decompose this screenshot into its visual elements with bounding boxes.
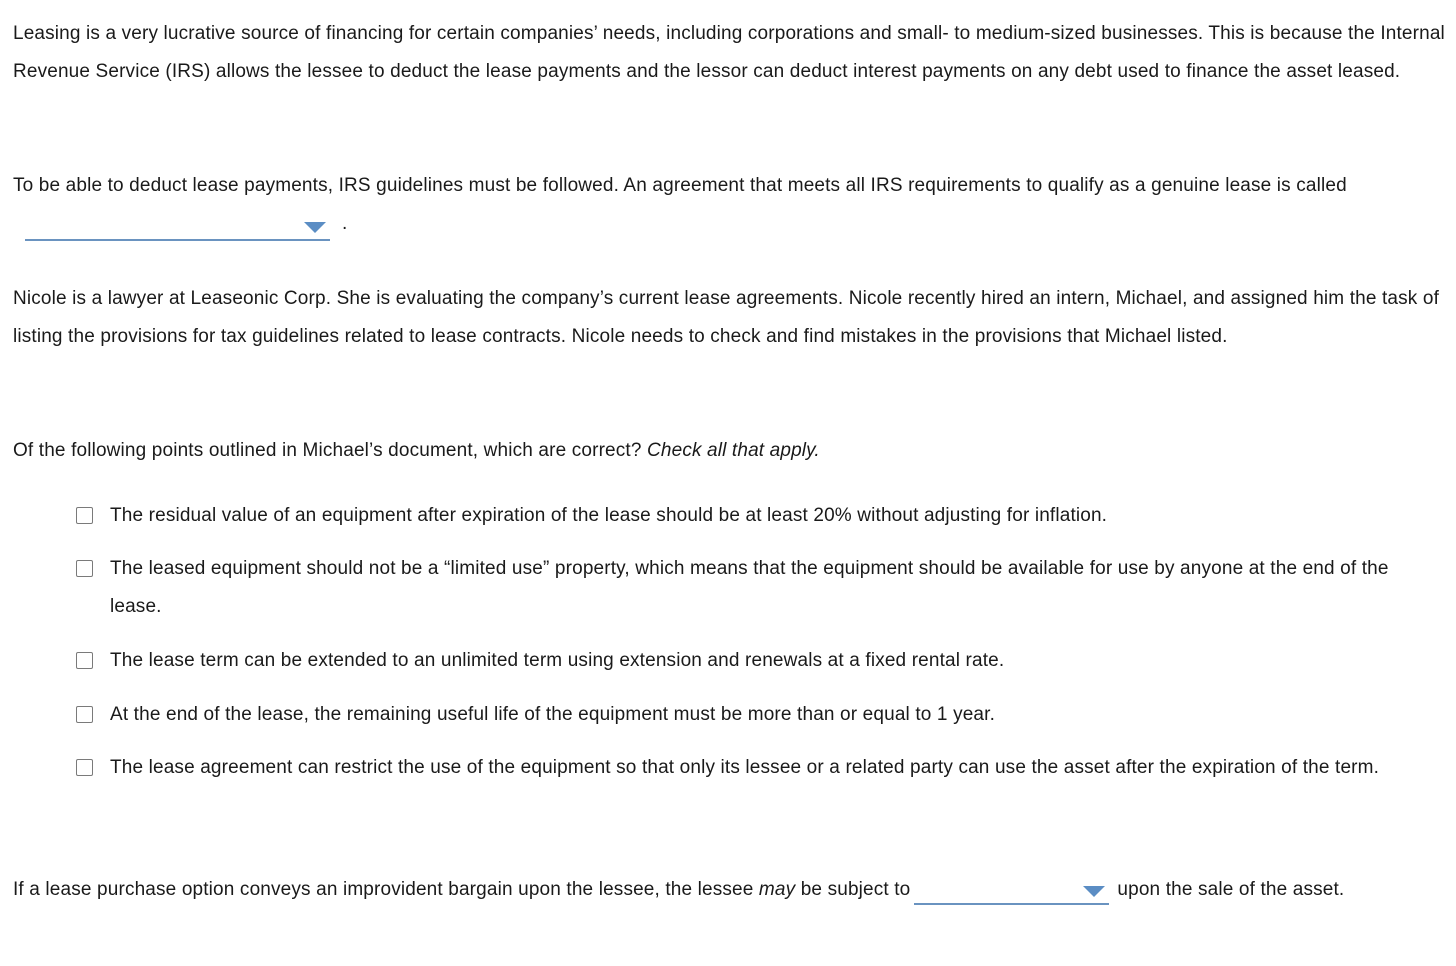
question-genuine-lease-period: . — [342, 213, 348, 234]
checklist-question-text: Of the following points outlined in Michael’s document, which are correct? — [13, 440, 648, 461]
question-bargain-text-middle: be subject to — [795, 879, 911, 900]
genuine-lease-dropdown[interactable] — [25, 217, 330, 241]
question-bargain-emphasis: may — [758, 879, 796, 900]
checklist-question — [13, 432, 1454, 470]
checkbox-empty-icon[interactable] — [76, 706, 93, 723]
scenario-paragraph: Nicole is a lawyer at Leaseonic Corp. She is evaluating the company’s current lease agreements. Nicole recently hired an intern, Michael, and assigned him the task of listing the provisions for tax guidelines related to lease contracts. Nicole needs to check and find mistakes in the provisions that Michael listed. — [13, 288, 1440, 347]
checkbox-empty-icon[interactable] — [76, 507, 93, 524]
checklist-option-label: The leased equipment should not be a “limited use” property, which means that the equipment should be available for use by anyone at the end of the lease. — [110, 558, 1389, 617]
question-bargain-text-end: upon the sale of the asset. — [1117, 879, 1345, 900]
question-genuine-lease-text: To be able to deduct lease payments, IRS guidelines must be followed. An agreement that meets all IRS requirements to qualify as a genuine lease is called — [13, 175, 1347, 196]
checkbox-empty-icon[interactable] — [76, 652, 93, 669]
checkbox-empty-icon[interactable] — [76, 560, 93, 577]
checkbox-empty-icon[interactable] — [76, 759, 93, 776]
checklist-option-label: The lease agreement can restrict the use of the equipment so that only its lessee or a related party can use the asset after the expiration of the term. — [110, 757, 1380, 778]
question-bargain — [13, 871, 1454, 909]
caret-down-icon — [304, 222, 326, 233]
intro-paragraph: Leasing is a very lucrative source of financing for certain companies’ needs, including corporations and small- to medium-sized businesses. This is because the Internal Revenue Service (IRS) allows the lessee to deduct the lease payments and the lessor can deduct interest payments on any debt used to finance the asset leased. — [13, 23, 1445, 82]
question-bargain-text-start: If a lease purchase option conveys an improvident bargain upon the lessee, the lessee — [13, 879, 759, 900]
checklist-instruction: Check all that apply. — [647, 440, 820, 461]
checklist-option-label: The lease term can be extended to an unlimited term using extension and renewals at a fixed rental rate. — [110, 650, 1005, 671]
checklist-option-label: The residual value of an equipment after expiration of the lease should be at least 20% without adjusting for inflation. — [110, 505, 1108, 526]
caret-down-icon — [1083, 886, 1105, 897]
subject-to-dropdown[interactable] — [914, 881, 1109, 905]
checklist-option-label: At the end of the lease, the remaining useful life of the equipment must be more than or equal to 1 year. — [110, 704, 996, 725]
question-genuine-lease — [13, 167, 1454, 243]
